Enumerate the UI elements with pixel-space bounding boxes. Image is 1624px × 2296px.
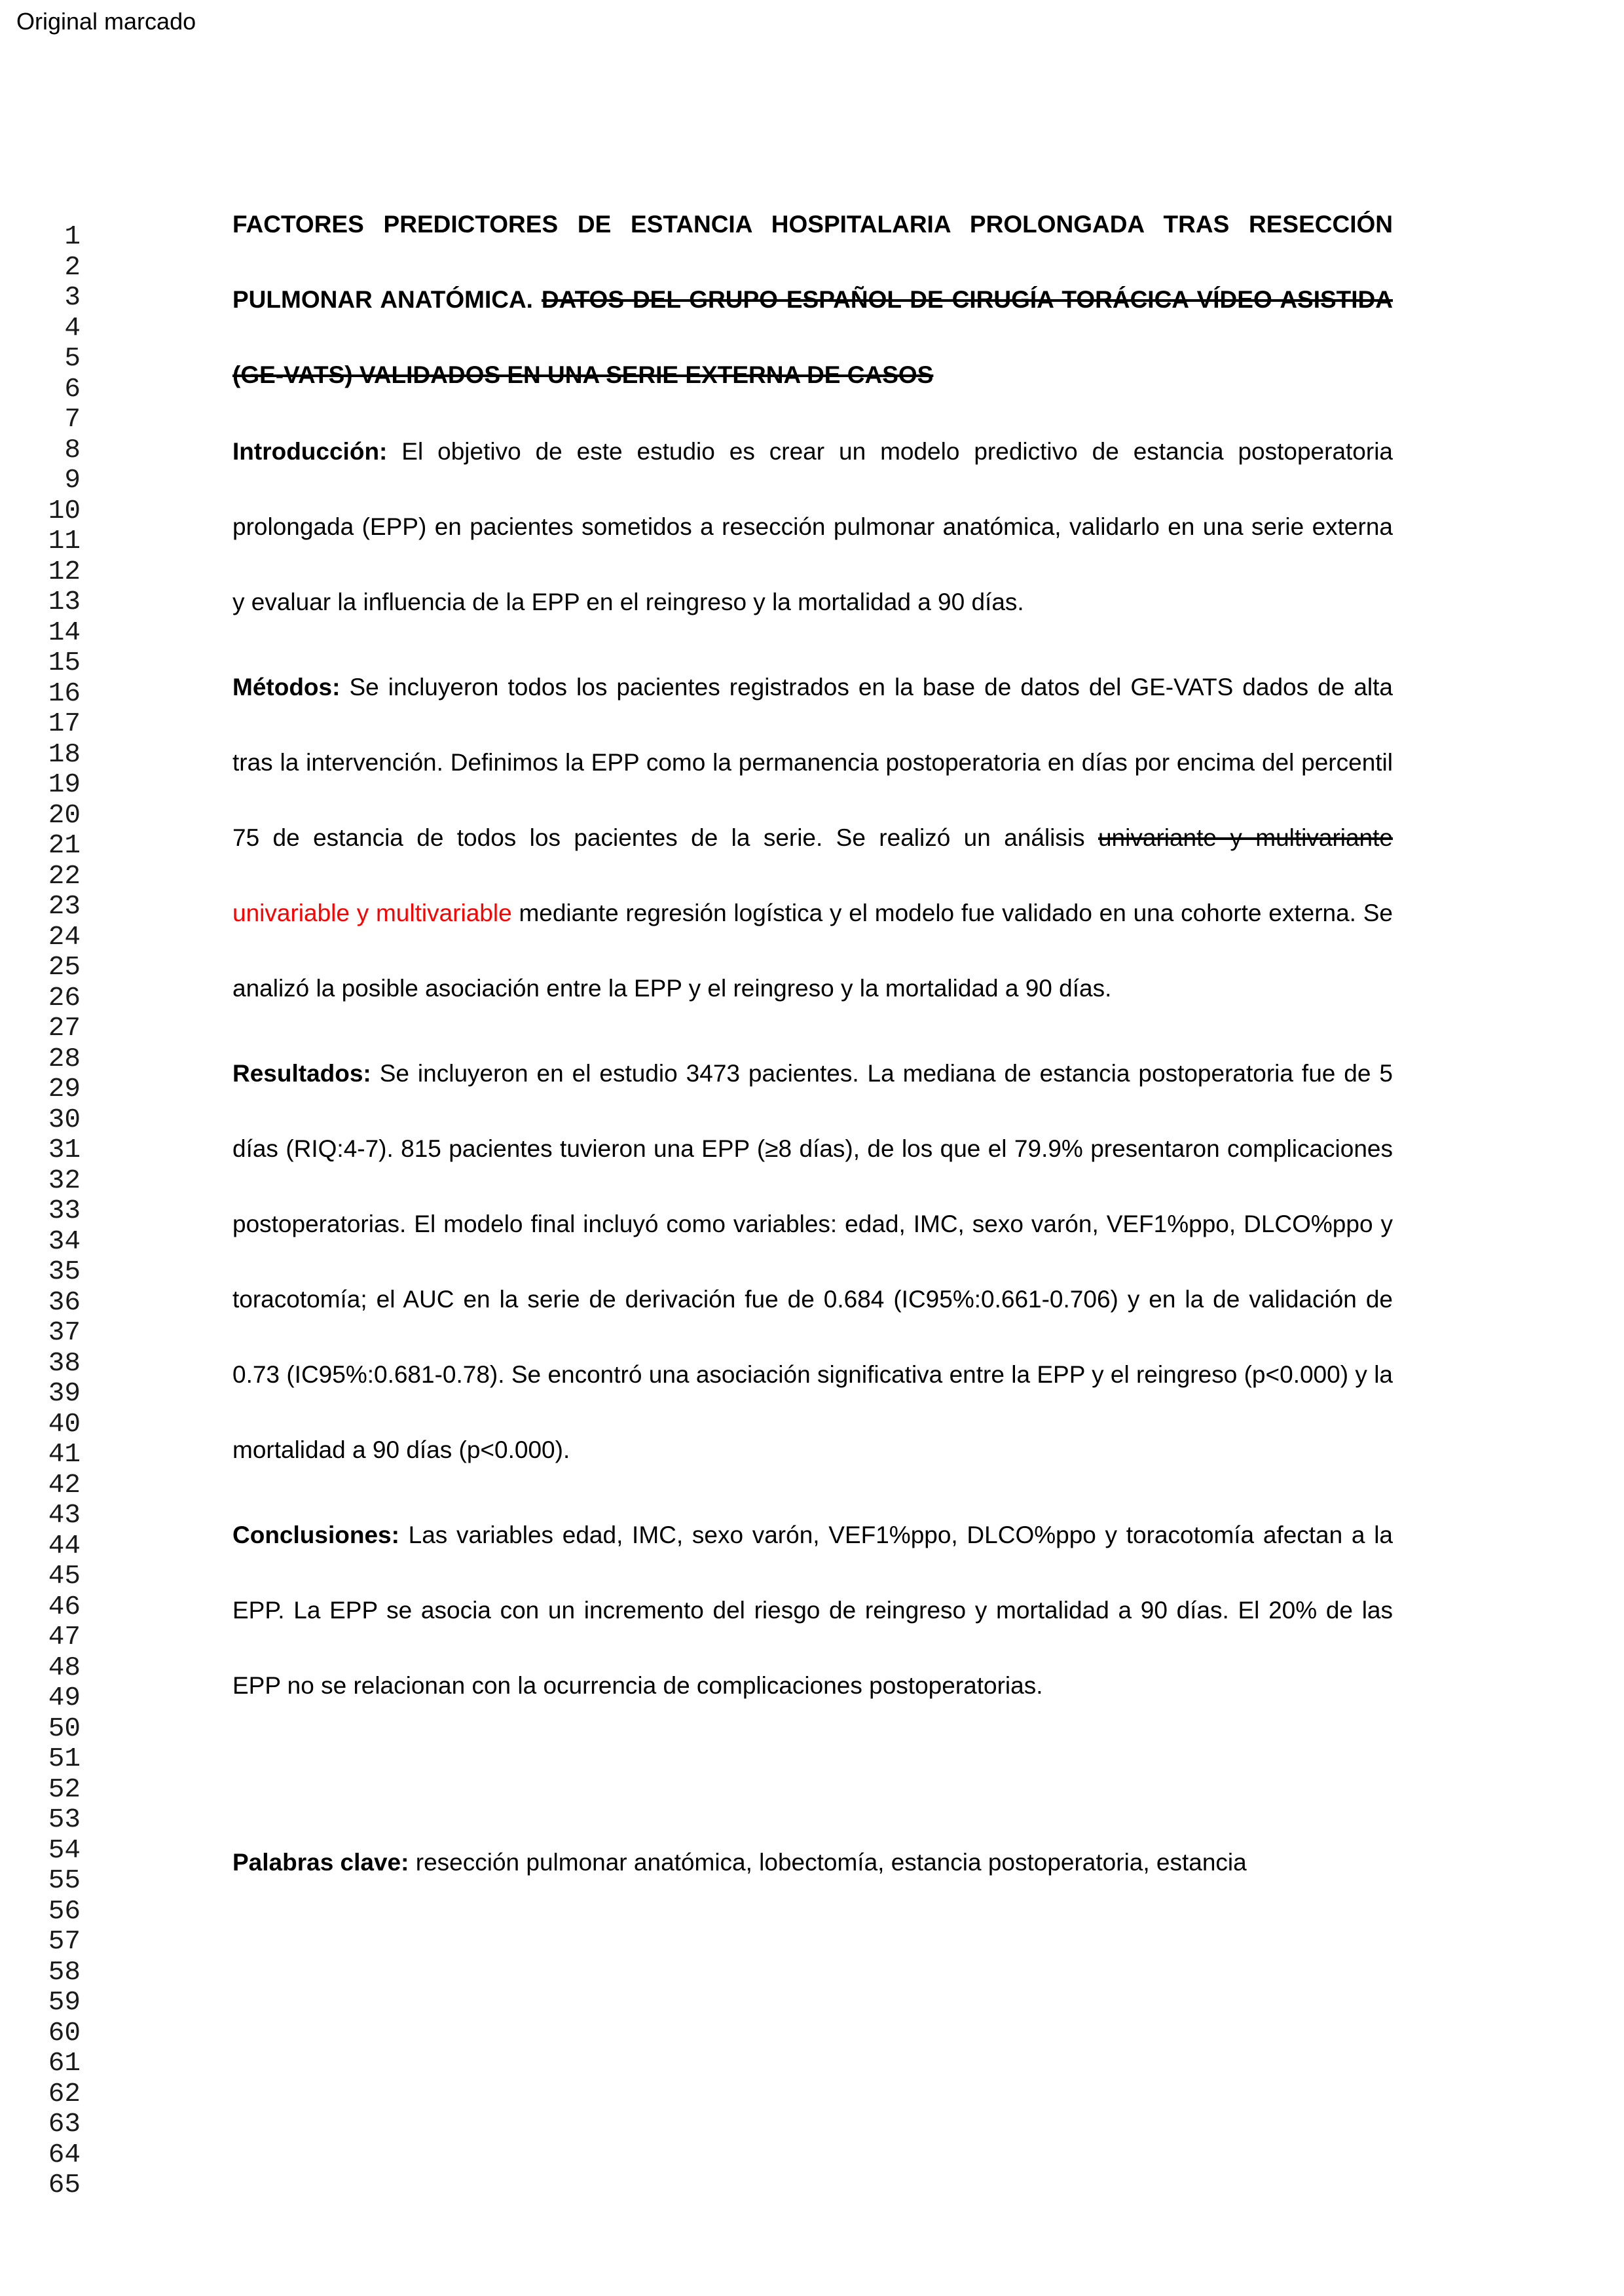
line-number: 63 [48, 2109, 81, 2140]
line-number: 37 [48, 1318, 81, 1348]
line-number: 9 [64, 465, 81, 496]
view-mode-label: Original marcado [16, 8, 196, 35]
line-number: 35 [48, 1257, 81, 1287]
text-run: Las variables edad, IMC, sexo varón, VEF1%ppo, DLCO%ppo y toracotomía afectan a la EPP. La EPP se asocia con un incremento del riesgo de reingreso y mortalidad a 90 días. El 20% de las EPP no se relacionan con la ocurrencia de complicaciones postoperatorias. [232, 1522, 1393, 1699]
line-number: 39 [48, 1379, 81, 1409]
line-number: 19 [48, 770, 81, 800]
line-number: 55 [48, 1866, 81, 1896]
text-run: Introducción: [232, 438, 388, 465]
line-number: 10 [48, 496, 81, 526]
line-number: 5 [64, 344, 81, 374]
line-number: 26 [48, 983, 81, 1013]
deleted-text: DATOS DEL GRUPO ESPAÑOL DE CIRUGÍA TORÁCICA VÍDEO ASISTIDA (GE-VATS) VALIDADOS EN UNA SERIE EXTERNA DE CASOS [232, 286, 1393, 388]
paragraph-metodos [232, 649, 1393, 1026]
line-number: 53 [48, 1805, 81, 1835]
line-number: 41 [48, 1440, 81, 1470]
line-number: 7 [64, 405, 81, 435]
line-number: 14 [48, 617, 81, 648]
line-number: 42 [48, 1470, 81, 1501]
line-number: 51 [48, 1744, 81, 1774]
line-number: 3 [64, 283, 81, 313]
line-number: 48 [48, 1652, 81, 1683]
line-number: 40 [48, 1409, 81, 1440]
line-number: 24 [48, 922, 81, 953]
line-number: 28 [48, 1044, 81, 1074]
deleted-text: univariante y multivariante [1098, 824, 1393, 851]
line-number: 13 [48, 587, 81, 617]
line-number: 46 [48, 1592, 81, 1622]
line-number: 43 [48, 1501, 81, 1531]
line-number: 33 [48, 1196, 81, 1226]
text-run: Se incluyeron todos los pacientes registrados en la base de datos del GE-VATS dados de alta tras la intervención. Definimos la EPP como la permanencia postoperatoria en días por encima del percentil 75 de estancia de todos los pacientes de la serie. Se realizó un análisis [232, 674, 1393, 851]
line-number: 59 [48, 1988, 81, 2018]
line-number: 8 [64, 435, 81, 465]
abstract-body [232, 187, 1393, 1900]
line-number: 25 [48, 953, 81, 983]
line-number: 22 [48, 861, 81, 892]
text-run: Conclusiones: [232, 1522, 399, 1548]
line-number-gutter [0, 222, 81, 2201]
line-number: 11 [48, 526, 81, 556]
line-number: 61 [48, 2049, 81, 2079]
line-number: 47 [48, 1622, 81, 1652]
line-number: 2 [64, 252, 81, 283]
text-run: Métodos: [232, 674, 341, 701]
line-number: 1 [64, 222, 81, 252]
line-number: 34 [48, 1226, 81, 1257]
line-number: 65 [48, 2170, 81, 2200]
line-number: 36 [48, 1287, 81, 1318]
text-run: Resultados: [232, 1060, 371, 1087]
line-number: 52 [48, 1774, 81, 1805]
line-number: 54 [48, 1835, 81, 1866]
line-number: 6 [64, 374, 81, 405]
line-number: 56 [48, 1896, 81, 1927]
text-run: resección pulmonar anatómica, lobectomía, estancia postoperatoria, estancia [409, 1849, 1247, 1876]
line-number: 32 [48, 1165, 81, 1196]
line-number: 58 [48, 1957, 81, 1988]
line-number: 12 [48, 556, 81, 587]
line-number: 17 [48, 709, 81, 739]
paragraph-introduccion [232, 414, 1393, 640]
line-number: 15 [48, 648, 81, 678]
line-number: 29 [48, 1074, 81, 1104]
text-run: FACTORES PREDICTORES DE ESTANCIA HOSPITALARIA PROLONGADA TRAS RESECCIÓN PULMONAR ANATÓMICA. [232, 211, 1393, 313]
text-run: Se incluyeron en el estudio 3473 pacientes. La mediana de estancia postoperatoria fue de 5 días (RIQ:4-7). 815 pacientes tuvieron una EPP (≥8 días), de los que el 79.9% presentaron complicaciones postoperatorias. El modelo final incluyó como variables: edad, IMC, sexo varón, VEF1%ppo, DLCO%ppo y toracotomía; el AUC en la serie de derivación fue de 0.684 (IC95%:0.661-0.706) y en la de validación de 0.73 (IC95%:0.681-0.78). Se encontró una asociación significativa entre la EPP y el reingreso (p<0.000) y la mortalidad a 90 días (p<0.000). [232, 1060, 1393, 1463]
line-number: 64 [48, 2140, 81, 2170]
text-run: El objetivo de este estudio es crear un modelo predictivo de estancia postoperatoria prolongada (EPP) en pacientes sometidos a resección pulmonar anatómica, validarlo en una serie externa y evaluar la influencia de la EPP en el reingreso y la mortalidad a 90 días. [232, 438, 1393, 615]
line-number: 38 [48, 1348, 81, 1379]
paragraph-resultados [232, 1036, 1393, 1487]
line-number: 18 [48, 739, 81, 770]
line-number: 57 [48, 1927, 81, 1957]
line-number: 30 [48, 1104, 81, 1135]
line-number: 16 [48, 678, 81, 709]
line-number: 20 [48, 800, 81, 831]
text-run: Palabras clave: [232, 1849, 409, 1876]
paragraph-palabras-clave [232, 1825, 1393, 1900]
line-number: 21 [48, 831, 81, 861]
line-number: 49 [48, 1683, 81, 1713]
line-number: 4 [64, 313, 81, 344]
inserted-text: univariable y multivariable [232, 900, 512, 926]
paragraph-conclusiones [232, 1497, 1393, 1723]
line-number: 27 [48, 1013, 81, 1044]
text-run: mediante regresión logística y el modelo fue validado en una cohorte externa. Se analizó la posible asociación entre la EPP y el reingreso y la mortalidad a 90 días. [232, 900, 1393, 1002]
paragraph-title [232, 187, 1393, 412]
line-number: 44 [48, 1531, 81, 1561]
line-number: 23 [48, 892, 81, 922]
line-number: 45 [48, 1561, 81, 1592]
line-number: 60 [48, 2018, 81, 2049]
line-number: 50 [48, 1713, 81, 1744]
line-number: 31 [48, 1135, 81, 1165]
line-number: 62 [48, 2079, 81, 2109]
